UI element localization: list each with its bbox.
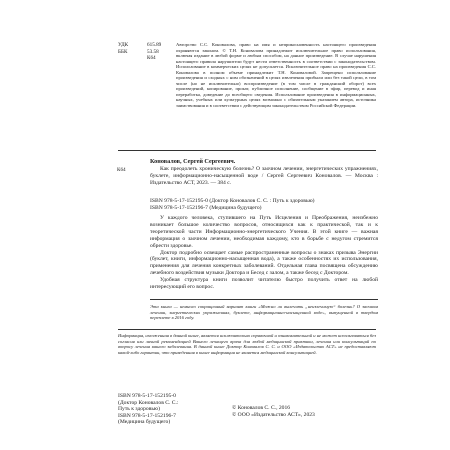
annotation-paragraph: Доктор подробно освещает самые распространенные вопросы о знаках призыва Энергии (буклет, книги, информационно-насыщенная вода), а также особенностях их использования, применения для лечения конкретных заболеваний. Отдельная глава посвящена обсуждению лечебного воздействия музыки Доктора и Бесед с залом, а также бесед с Доктором.	[150, 249, 378, 277]
annotation	[150, 215, 378, 291]
bottom-isbn-line: ISBN 978-5-17-152195-0	[118, 393, 176, 399]
middle-divider	[150, 299, 378, 300]
copyright-block	[232, 405, 382, 418]
bottom-isbn-line: Путь к здоровью)	[118, 406, 160, 413]
udk-values	[147, 42, 177, 62]
author-name: Коновалов, Сергей Сергеевич.	[150, 158, 236, 165]
copyright-line: © ООО «Издательство АСТ», 2023	[232, 411, 315, 418]
bottom-isbn-block	[118, 393, 238, 426]
bottom-isbn-line: (Медицина будущего)	[118, 419, 171, 426]
author-mark-value: К64	[147, 55, 156, 62]
bottom-isbn-line: (Доктор Коновалов С. С.:	[118, 399, 179, 406]
catalog-code: К64	[117, 167, 126, 173]
medical-disclaimer: Информация, изложенная в данной книге, является исключительно справочной и ознакомительной и не может использоваться без согласия или личной рекомендацией Вашего лечащего врача для любой медицинской практики, лечения или консультаций по вопросу лечения вашего заболевания. В данной книге Доктор Коновалов С. С. и ООО «Издательство АСТ» не предоставляют какой-либо гарантии, что приведенная в книге информация не является медицинской консультацией.	[118, 333, 376, 355]
annotation-paragraph: У каждого человека, ступившего на Путь Исцеления и Преображения, неизбежно возникает большое количество вопросов, относящихся как к практической, так и к теоретической части Информационно-энергетического Учения. В этой книге — важная информация о заочном лечении, необходимая каждому, кто в борьбе с недугом стремится обрести здоровье.	[150, 215, 378, 249]
top-divider	[118, 150, 376, 151]
udk-labels	[118, 42, 148, 55]
isbn-line: ISBN 978-5-17-152195-0 (Доктор Коновалов С. С. : Путь к здоровью)	[150, 198, 315, 204]
book-description: Как преодолеть хроническую болезнь? О заочном лечении, энергетических упражнениях, буклете, информационно-насыщенной воде / Сергей Сергеевич Коновалов. — Москва : Издательство АСТ, 2023. — 384 с.	[150, 166, 378, 186]
legal-notice: Авторство С.С. Коновалова, право на имя и неприкосновенность настоящего произведения охраняются законом. © Т.Н. Коновалова принадлежит исключительное право использования, включая издание в любой форме и любым способом, на данное произведение. В случае нарушения настоящего правила нарушители будут нести ответственность в соответствии с законодательством. Использование в коммерческих целях не допускается. Исключительное право на произведения С.С. Коновалова в полном объеме принадлежит Т.Н. Коноваловой. Запрещено использование произведения и сходных с ним обозначений в целях извлечения прибыли или без такой цели, в том числе (но не исключительно) воспроизведение (в том числе в гражданский оборот) всех произведений, копирование, прокат, публичное исполнение, сообщение в эфир, перевод и иная переработка, доведение до всеобщего сведения. Использование произведения в информационных, научных, учебных или культурных целях возможно с обязательным указанием автора, источника заимствования и в соответствии с действующим законодательством Российской Федерации.	[176, 42, 376, 109]
isbn-line: ISBN 978-5-17-152196-7 (Медицина будущего)	[150, 204, 262, 211]
bbk-label: ББК	[118, 48, 128, 55]
isbn-block	[150, 198, 315, 212]
bottom-isbn-line: ISBN 978-5-17-152196-7	[118, 412, 176, 419]
edition-note: Эта книга — немного сокращенный вариант книги «Можно ли вылечить „неизлечимую“ болезнь? О заочном лечении, энергетических упражнениях, буклете, информационно-насыщенной воде», выпущенной в твердом переплете в 2016 году.	[150, 304, 378, 320]
udk-label: УДК	[118, 42, 129, 48]
udk-value: 615.89	[147, 42, 162, 48]
bbk-value: 53.58	[147, 48, 159, 55]
disclaimer-divider	[118, 329, 376, 330]
copyright-line: © Коновалов С. С., 2016	[232, 405, 291, 411]
annotation-paragraph: Удобная структура книги позволит читателю быстро получить ответ на любой интересующий его вопрос.	[150, 277, 378, 291]
